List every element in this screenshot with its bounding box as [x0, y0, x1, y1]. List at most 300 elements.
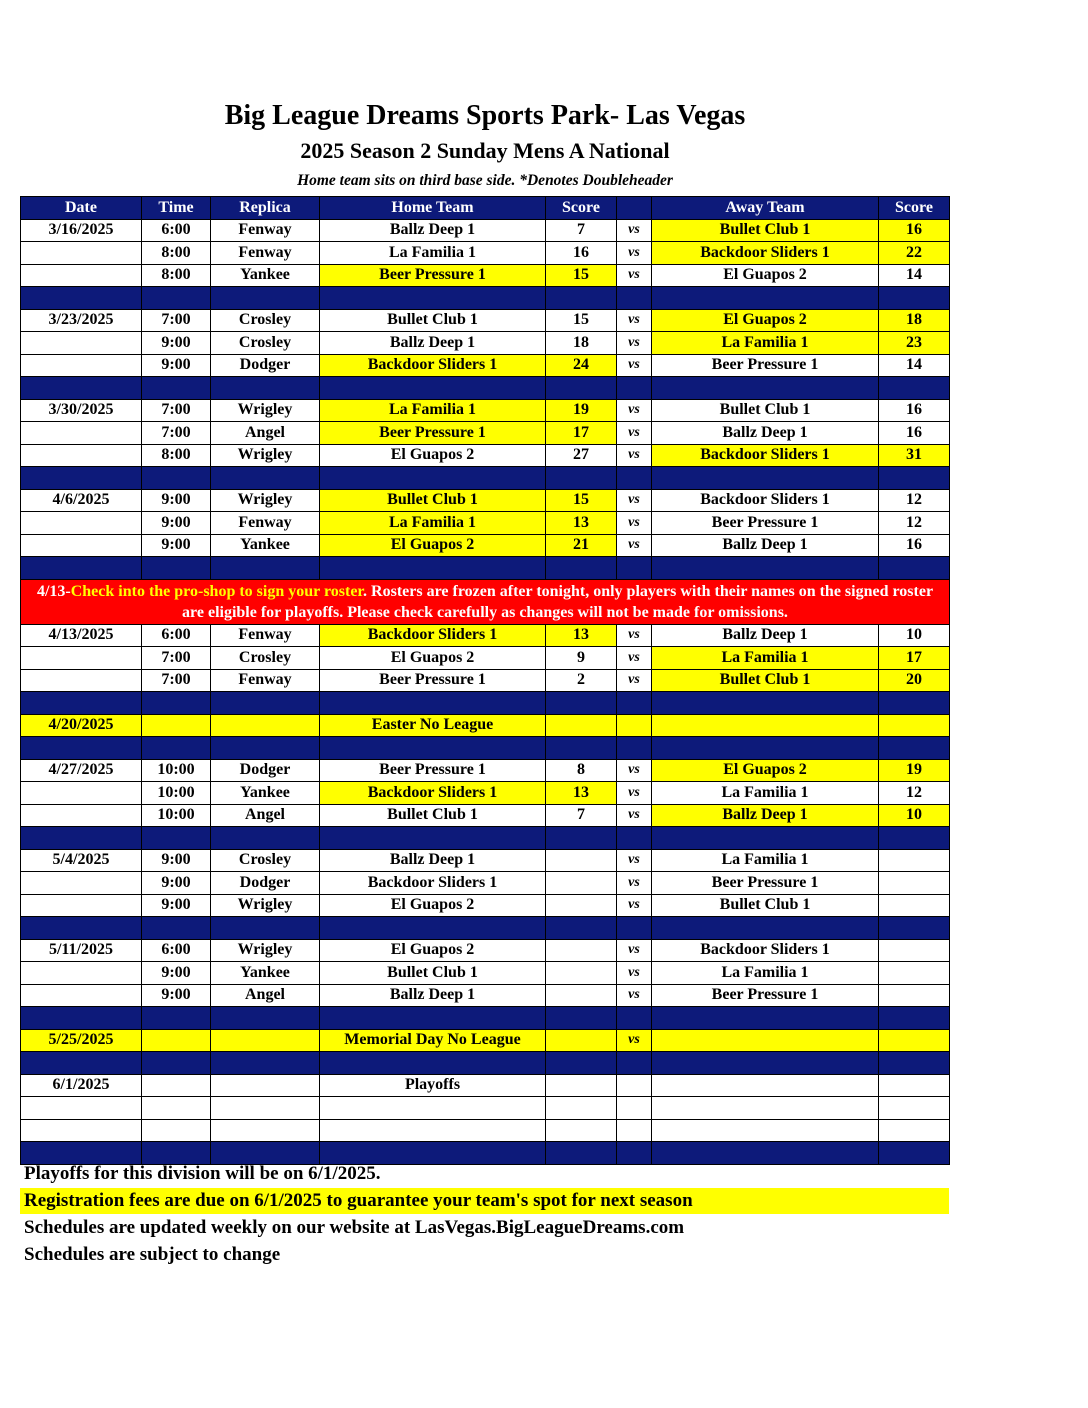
separator-cell: [652, 287, 879, 310]
cell-time: [142, 1097, 211, 1120]
separator-cell: [879, 1052, 950, 1075]
separator-cell: [879, 692, 950, 715]
cell-away-team: Beer Pressure 1: [652, 872, 879, 895]
cell-away-team: Backdoor Sliders 1: [652, 489, 879, 512]
week-separator-row: [21, 692, 950, 715]
cell-time: 7:00: [142, 647, 211, 670]
separator-cell: [652, 917, 879, 940]
separator-cell: [142, 827, 211, 850]
cell-date: 5/11/2025: [21, 939, 142, 962]
cell-vs: [617, 1074, 652, 1097]
cell-away-score: [879, 962, 950, 985]
game-row: [21, 399, 950, 422]
cell-away-team: El Guapos 2: [652, 759, 879, 782]
separator-cell: [546, 287, 617, 310]
page-subtitle: 2025 Season 2 Sunday Mens A National: [300, 138, 670, 163]
cell-vs: vs: [617, 422, 652, 445]
cell-vs: vs: [617, 894, 652, 917]
cell-date: 4/27/2025: [21, 759, 142, 782]
game-row: [21, 624, 950, 647]
separator-cell: [320, 917, 546, 940]
separator-cell: [546, 1007, 617, 1030]
cell-away-score: [879, 894, 950, 917]
cell-home-score: 17: [546, 422, 617, 445]
cell-time: 10:00: [142, 804, 211, 827]
cell-replica: Yankee: [211, 962, 320, 985]
game-row: [21, 872, 950, 895]
separator-cell: [320, 827, 546, 850]
cell-time: [142, 714, 211, 737]
cell-time: 6:00: [142, 624, 211, 647]
cell-vs: vs: [617, 332, 652, 355]
footer-change-note: Schedules are subject to change: [24, 1244, 281, 1265]
cell-time: 9:00: [142, 894, 211, 917]
cell-home-score: 13: [546, 512, 617, 535]
cell-home-score: [546, 1074, 617, 1097]
cell-home-team: La Familia 1: [320, 399, 546, 422]
separator-cell: [652, 377, 879, 400]
cell-replica: Crosley: [211, 647, 320, 670]
cell-date: 5/25/2025: [21, 1029, 142, 1052]
cell-time: 6:00: [142, 939, 211, 962]
cell-away-score: [879, 1097, 950, 1120]
cell-vs: vs: [617, 512, 652, 535]
cell-time: 9:00: [142, 872, 211, 895]
separator-cell: [211, 692, 320, 715]
cell-away-score: 16: [879, 219, 950, 242]
separator-cell: [652, 827, 879, 850]
cell-home-team: La Familia 1: [320, 242, 546, 265]
column-header-replica: Replica: [211, 197, 320, 220]
separator-cell: [211, 287, 320, 310]
cell-replica: Fenway: [211, 669, 320, 692]
cell-home-score: [546, 872, 617, 895]
cell-replica: Wrigley: [211, 939, 320, 962]
cell-home-score: 15: [546, 264, 617, 287]
week-separator-row: [21, 467, 950, 490]
cell-vs: vs: [617, 242, 652, 265]
holiday-row: [21, 1029, 950, 1052]
cell-away-score: 12: [879, 512, 950, 535]
cell-date: [21, 872, 142, 895]
cell-home-score: 16: [546, 242, 617, 265]
cell-vs: vs: [617, 309, 652, 332]
separator-cell: [546, 692, 617, 715]
cell-replica: Dodger: [211, 354, 320, 377]
cell-home-score: [546, 1029, 617, 1052]
game-row: [21, 1119, 950, 1142]
game-row: [21, 264, 950, 287]
cell-home-score: [546, 962, 617, 985]
cell-replica: Yankee: [211, 264, 320, 287]
notice-highlight: Check into the pro-shop to sign your roster: [70, 582, 364, 600]
cell-home-team: Playoffs: [320, 1074, 546, 1097]
separator-cell: [21, 827, 142, 850]
cell-time: 9:00: [142, 534, 211, 557]
cell-away-team: Beer Pressure 1: [652, 984, 879, 1007]
week-separator-row: [21, 287, 950, 310]
cell-vs: vs: [617, 984, 652, 1007]
column-header-home-score: Score: [546, 197, 617, 220]
separator-cell: [617, 827, 652, 850]
separator-cell: [142, 1007, 211, 1030]
cell-date: [21, 422, 142, 445]
cell-date: [21, 332, 142, 355]
week-separator-row: [21, 1007, 950, 1030]
cell-away-team: La Familia 1: [652, 962, 879, 985]
cell-home-score: 8: [546, 759, 617, 782]
schedule-body: [21, 219, 950, 1164]
cell-date: 6/1/2025: [21, 1074, 142, 1097]
cell-away-team: Ballz Deep 1: [652, 422, 879, 445]
cell-home-team: Beer Pressure 1: [320, 759, 546, 782]
cell-replica: [211, 1074, 320, 1097]
game-row: [21, 804, 950, 827]
game-row: [21, 489, 950, 512]
cell-date: [21, 1097, 142, 1120]
cell-home-score: [546, 1119, 617, 1142]
cell-time: 9:00: [142, 984, 211, 1007]
separator-cell: [21, 917, 142, 940]
separator-cell: [211, 737, 320, 760]
cell-away-team: [652, 1029, 879, 1052]
separator-cell: [617, 737, 652, 760]
cell-date: [21, 962, 142, 985]
cell-home-score: 9: [546, 647, 617, 670]
separator-cell: [879, 467, 950, 490]
cell-away-score: 12: [879, 782, 950, 805]
week-separator-row: [21, 557, 950, 580]
cell-away-team: El Guapos 2: [652, 309, 879, 332]
cell-away-score: 12: [879, 489, 950, 512]
week-separator-row: [21, 917, 950, 940]
cell-vs: vs: [617, 219, 652, 242]
cell-date: [21, 534, 142, 557]
cell-date: 3/30/2025: [21, 399, 142, 422]
cell-home-team: Memorial Day No League: [320, 1029, 546, 1052]
cell-away-team: [652, 1074, 879, 1097]
cell-vs: vs: [617, 1029, 652, 1052]
cell-replica: Crosley: [211, 849, 320, 872]
cell-away-score: 16: [879, 422, 950, 445]
separator-cell: [211, 917, 320, 940]
cell-vs: vs: [617, 399, 652, 422]
cell-away-score: [879, 849, 950, 872]
schedule-note: Home team sits on third base side. *Denotes Doubleheader: [297, 172, 673, 189]
game-row: [21, 894, 950, 917]
cell-date: [21, 1119, 142, 1142]
cell-away-team: La Familia 1: [652, 647, 879, 670]
cell-away-score: 10: [879, 624, 950, 647]
game-row: [21, 647, 950, 670]
cell-away-team: La Familia 1: [652, 849, 879, 872]
separator-cell: [320, 1052, 546, 1075]
cell-away-score: 19: [879, 759, 950, 782]
cell-away-team: Ballz Deep 1: [652, 534, 879, 557]
separator-cell: [546, 1052, 617, 1075]
separator-cell: [21, 467, 142, 490]
cell-home-score: 18: [546, 332, 617, 355]
cell-away-team: Backdoor Sliders 1: [652, 939, 879, 962]
cell-date: [21, 647, 142, 670]
separator-cell: [546, 467, 617, 490]
cell-home-score: 19: [546, 399, 617, 422]
game-row: [21, 984, 950, 1007]
cell-date: 4/20/2025: [21, 714, 142, 737]
separator-cell: [21, 737, 142, 760]
footer-website-note: Schedules are updated weekly on our website at LasVegas.BigLeagueDreams.com: [24, 1217, 685, 1238]
cell-home-team: [320, 1119, 546, 1142]
cell-home-score: [546, 939, 617, 962]
cell-home-score: 15: [546, 309, 617, 332]
cell-away-score: [879, 984, 950, 1007]
separator-cell: [320, 737, 546, 760]
cell-replica: Fenway: [211, 512, 320, 535]
cell-away-score: 18: [879, 309, 950, 332]
cell-time: 8:00: [142, 242, 211, 265]
cell-home-score: 27: [546, 444, 617, 467]
cell-date: [21, 444, 142, 467]
cell-away-team: Ballz Deep 1: [652, 804, 879, 827]
cell-away-score: 16: [879, 399, 950, 422]
cell-home-team: El Guapos 2: [320, 534, 546, 557]
cell-replica: Yankee: [211, 534, 320, 557]
separator-cell: [546, 377, 617, 400]
separator-cell: [211, 467, 320, 490]
game-row: [21, 939, 950, 962]
cell-away-team: Bullet Club 1: [652, 219, 879, 242]
cell-time: [142, 1029, 211, 1052]
separator-cell: [652, 692, 879, 715]
cell-replica: Wrigley: [211, 894, 320, 917]
separator-cell: [211, 1007, 320, 1030]
cell-vs: vs: [617, 759, 652, 782]
column-header-vs: [617, 197, 652, 220]
cell-replica: Dodger: [211, 759, 320, 782]
separator-cell: [142, 1052, 211, 1075]
cell-replica: Crosley: [211, 309, 320, 332]
separator-cell: [617, 557, 652, 580]
cell-replica: [211, 1029, 320, 1052]
game-row: [21, 332, 950, 355]
cell-date: 4/6/2025: [21, 489, 142, 512]
cell-home-score: [546, 894, 617, 917]
separator-cell: [142, 692, 211, 715]
separator-cell: [21, 377, 142, 400]
separator-cell: [652, 1052, 879, 1075]
cell-time: 10:00: [142, 782, 211, 805]
cell-away-team: La Familia 1: [652, 332, 879, 355]
roster-notice-row: [21, 579, 950, 624]
separator-cell: [21, 1052, 142, 1075]
separator-cell: [142, 377, 211, 400]
cell-vs: vs: [617, 264, 652, 287]
cell-home-team: Backdoor Sliders 1: [320, 872, 546, 895]
column-header-date: Date: [21, 197, 142, 220]
separator-cell: [320, 287, 546, 310]
cell-home-team: El Guapos 2: [320, 444, 546, 467]
cell-date: [21, 242, 142, 265]
cell-replica: Angel: [211, 804, 320, 827]
cell-away-score: [879, 1029, 950, 1052]
separator-cell: [617, 287, 652, 310]
cell-away-score: [879, 939, 950, 962]
separator-cell: [546, 557, 617, 580]
cell-vs: vs: [617, 782, 652, 805]
cell-vs: vs: [617, 939, 652, 962]
cell-time: 6:00: [142, 219, 211, 242]
cell-time: 10:00: [142, 759, 211, 782]
cell-home-team: Ballz Deep 1: [320, 332, 546, 355]
cell-away-score: 31: [879, 444, 950, 467]
cell-home-score: 2: [546, 669, 617, 692]
cell-home-score: [546, 714, 617, 737]
column-header-home-team: Home Team: [320, 197, 546, 220]
cell-home-score: [546, 1097, 617, 1120]
cell-away-team: Bullet Club 1: [652, 669, 879, 692]
separator-cell: [617, 377, 652, 400]
separator-cell: [652, 467, 879, 490]
cell-home-score: 15: [546, 489, 617, 512]
cell-replica: Crosley: [211, 332, 320, 355]
cell-vs: vs: [617, 354, 652, 377]
separator-cell: [211, 827, 320, 850]
game-row: [21, 669, 950, 692]
separator-cell: [320, 692, 546, 715]
week-separator-row: [21, 377, 950, 400]
cell-vs: [617, 1119, 652, 1142]
column-header-away-team: Away Team: [652, 197, 879, 220]
cell-home-team: Bullet Club 1: [320, 962, 546, 985]
cell-away-team: Bullet Club 1: [652, 894, 879, 917]
separator-cell: [211, 557, 320, 580]
cell-replica: Angel: [211, 984, 320, 1007]
cell-away-team: [652, 1119, 879, 1142]
cell-time: 8:00: [142, 444, 211, 467]
separator-cell: [617, 692, 652, 715]
cell-time: 7:00: [142, 669, 211, 692]
separator-cell: [879, 827, 950, 850]
separator-cell: [142, 917, 211, 940]
notice-prefix: 4/13-: [36, 582, 71, 600]
cell-away-team: Backdoor Sliders 1: [652, 242, 879, 265]
cell-away-score: 14: [879, 264, 950, 287]
game-row: [21, 422, 950, 445]
cell-away-team: Bullet Club 1: [652, 399, 879, 422]
cell-home-team: Bullet Club 1: [320, 309, 546, 332]
footer-registration-note: Registration fees are due on 6/1/2025 to guarantee your team's spot for next season: [20, 1188, 949, 1214]
cell-date: [21, 894, 142, 917]
cell-away-team: Backdoor Sliders 1: [652, 444, 879, 467]
game-row: [21, 962, 950, 985]
game-row: [21, 782, 950, 805]
game-row: [21, 1074, 950, 1097]
cell-replica: Fenway: [211, 219, 320, 242]
game-row: [21, 759, 950, 782]
cell-time: 9:00: [142, 354, 211, 377]
cell-vs: vs: [617, 647, 652, 670]
cell-date: [21, 354, 142, 377]
column-header-away-score: Score: [879, 197, 950, 220]
cell-away-team: La Familia 1: [652, 782, 879, 805]
cell-home-score: 7: [546, 804, 617, 827]
cell-home-team: El Guapos 2: [320, 939, 546, 962]
cell-date: 3/16/2025: [21, 219, 142, 242]
separator-cell: [211, 1052, 320, 1075]
separator-cell: [546, 737, 617, 760]
cell-date: [21, 984, 142, 1007]
separator-cell: [21, 692, 142, 715]
separator-cell: [652, 557, 879, 580]
cell-time: 7:00: [142, 309, 211, 332]
cell-vs: vs: [617, 669, 652, 692]
cell-away-team: [652, 1097, 879, 1120]
cell-home-score: [546, 984, 617, 1007]
cell-home-team: Beer Pressure 1: [320, 669, 546, 692]
cell-home-team: [320, 1097, 546, 1120]
cell-vs: vs: [617, 962, 652, 985]
separator-cell: [617, 1007, 652, 1030]
game-row: [21, 242, 950, 265]
cell-away-score: 17: [879, 647, 950, 670]
cell-date: [21, 804, 142, 827]
cell-time: 7:00: [142, 399, 211, 422]
cell-away-score: 23: [879, 332, 950, 355]
cell-date: 3/23/2025: [21, 309, 142, 332]
separator-cell: [652, 1007, 879, 1030]
separator-cell: [211, 377, 320, 400]
separator-cell: [617, 917, 652, 940]
cell-home-score: 21: [546, 534, 617, 557]
separator-cell: [320, 1007, 546, 1030]
separator-cell: [320, 557, 546, 580]
separator-cell: [142, 287, 211, 310]
cell-time: 9:00: [142, 512, 211, 535]
cell-away-score: [879, 1074, 950, 1097]
cell-vs: vs: [617, 804, 652, 827]
table-header-row: [21, 197, 950, 220]
cell-home-team: Bullet Club 1: [320, 489, 546, 512]
game-row: [21, 534, 950, 557]
game-row: [21, 309, 950, 332]
separator-cell: [879, 737, 950, 760]
cell-vs: vs: [617, 489, 652, 512]
cell-time: 9:00: [142, 489, 211, 512]
cell-date: [21, 669, 142, 692]
cell-home-team: La Familia 1: [320, 512, 546, 535]
cell-vs: vs: [617, 849, 652, 872]
cell-away-score: [879, 1119, 950, 1142]
cell-home-team: Beer Pressure 1: [320, 264, 546, 287]
cell-date: [21, 264, 142, 287]
cell-time: 9:00: [142, 332, 211, 355]
cell-away-score: 14: [879, 354, 950, 377]
cell-home-team: Bullet Club 1: [320, 804, 546, 827]
separator-cell: [142, 737, 211, 760]
cell-home-score: 7: [546, 219, 617, 242]
cell-home-score: [546, 849, 617, 872]
cell-away-score: 16: [879, 534, 950, 557]
game-row: [21, 444, 950, 467]
cell-home-score: 13: [546, 624, 617, 647]
cell-date: [21, 782, 142, 805]
separator-cell: [21, 1007, 142, 1030]
separator-cell: [320, 377, 546, 400]
cell-time: 9:00: [142, 962, 211, 985]
separator-cell: [879, 1007, 950, 1030]
cell-replica: Angel: [211, 422, 320, 445]
separator-cell: [546, 917, 617, 940]
